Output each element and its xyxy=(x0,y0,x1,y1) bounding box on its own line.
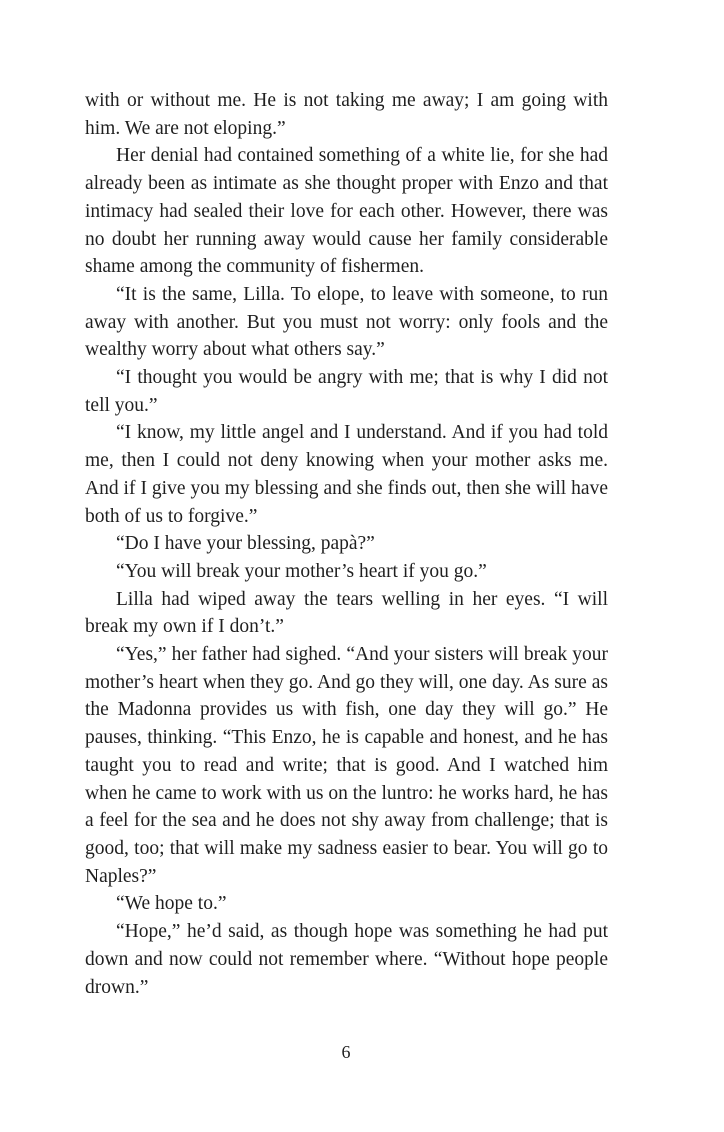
paragraph: “Do I have your blessing, papà?” xyxy=(116,533,375,555)
paragraph-continuation: with or without me. He is not taking me away; I am going with him. We are not eloping.” xyxy=(85,90,608,139)
page-number: 6 xyxy=(341,1042,351,1062)
paragraph: Her denial had contained something of a white lie, for she had already been as intimate as she thought proper with Enzo and that intimacy had sealed their love for each other. However, there was no doubt her running away would cause her family considerable shame among the community of fishermen. xyxy=(85,145,608,278)
book-page-text xyxy=(85,87,608,1001)
paragraph: “I thought you would be angry with me; that is why I did not tell you.” xyxy=(85,367,608,416)
paragraph: “Hope,” he’d said, as though hope was something he had put down and now could not remember where. “Without hope people drown.” xyxy=(85,921,608,998)
paragraph: “I know, my little angel and I understand. And if you had told me, then I could not deny knowing when your mother asks me. And if I give you my blessing and she finds out, then she will have both of us to forgive.” xyxy=(85,422,608,527)
paragraph: “We hope to.” xyxy=(116,893,227,915)
paragraph: “It is the same, Lilla. To elope, to leave with someone, to run away with another. But you must not worry: only fools and the wealthy worry about what others say.” xyxy=(85,283,608,361)
paragraph: “You will break your mother’s heart if you go.” xyxy=(116,560,487,582)
paragraph: Lilla had wiped away the tears welling in her eyes. “I will break my own if I don’t.” xyxy=(85,588,608,638)
paragraph: “Yes,” her father had sighed. “And your sisters will break your mother’s heart when they go. And go they will, one day. As sure as the Madonna provides us with fish, one day they will go.” He pauses, thinking. “This Enzo, he is capable and honest, and he has taught you to read and write; that is good. And I watched him when he came to work with us on the luntro: he works hard, he has a feel for the sea and he does not shy away from challenge; that is good, too; that will make my sadness easier to bear. You will go to Naples?” xyxy=(85,644,608,887)
